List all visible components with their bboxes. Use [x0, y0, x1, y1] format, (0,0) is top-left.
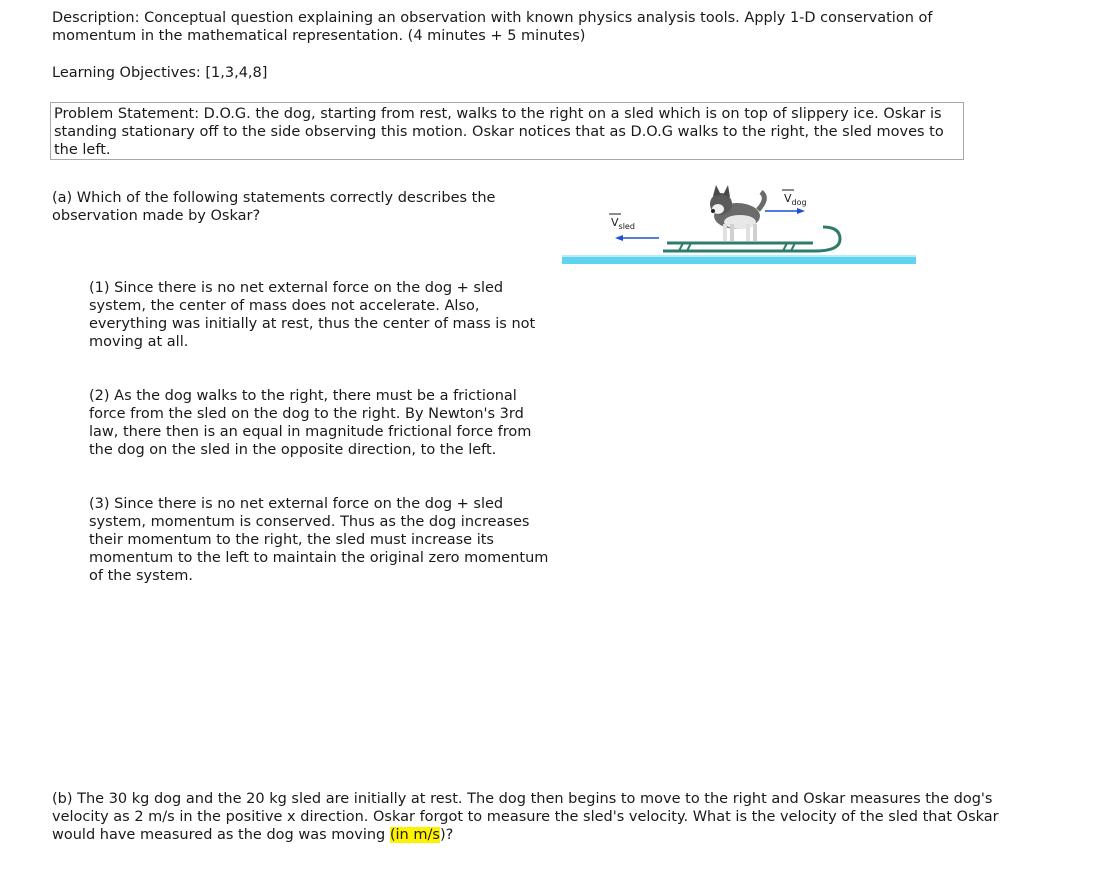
- v-dog-arrow: [765, 208, 805, 214]
- sled: [663, 227, 840, 251]
- part-b-text: (b) The 30 kg dog and the 20 kg sled are initially at rest. The dog then begins to move to the right and Oskar measures the dog's velocity as 2 m/s in the positive x direction. Oskar forgot to measure the sled's velocity. What is the velocity of the sled that Oskar would have measured as the dog was moving: [52, 791, 999, 843]
- problem-statement-box: [50, 102, 964, 160]
- problem-statement-text: Problem Statement: D.O.G. the dog, starting from rest, walks to the right on a sled which is on top of slippery ice. Oskar is standing stationary off to the side observing this motion. Oskar notices that as D.O.G walks to the right, the sled moves to the left.: [54, 106, 944, 158]
- part-b-text-end: )?: [439, 827, 454, 843]
- v-dog-label: $V_{dog}$: [784, 192, 807, 207]
- dog-sled-illustration: [555, 180, 925, 275]
- v-sled-label: $V_{sled}$: [611, 216, 635, 231]
- description-text: Description: Conceptual question explaining an observation with known physics analysis tools. Apply 1-D conservation of momentum in the mathematical representation. (4 minutes + 5 minutes): [52, 10, 933, 44]
- learning-objectives: Learning Objectives: [1,3,4,8]: [52, 65, 268, 81]
- option-3: (3) Since there is no net external force on the dog + sled system, momentum is conserved. Thus as the dog increases their momentum to the right, the sled must increase its momentum to the left to maintain the original zero momentum of the system.: [89, 496, 549, 584]
- option-1: (1) Since there is no net external force on the dog + sled system, the center of mass does not accelerate. Also, everything was initially at rest, thus the center of mass is not moving at all.: [89, 280, 536, 350]
- v-sled-arrow: [615, 235, 659, 241]
- dog-icon: [710, 185, 764, 241]
- option-2: (2) As the dog walks to the right, there must be a frictional force from the sled on the dog to the right. By Newton's 3rd law, there then is an equal in magnitude frictional force from the dog on the sled in the opposite direction, to the left.: [89, 388, 532, 458]
- part-b-question: [52, 790, 1012, 844]
- part-a-question: (a) Which of the following statements correctly describes the observation made by Oskar?: [52, 190, 496, 224]
- units-highlight: (in m/s: [389, 827, 440, 843]
- dog-sled-figure: [555, 180, 925, 275]
